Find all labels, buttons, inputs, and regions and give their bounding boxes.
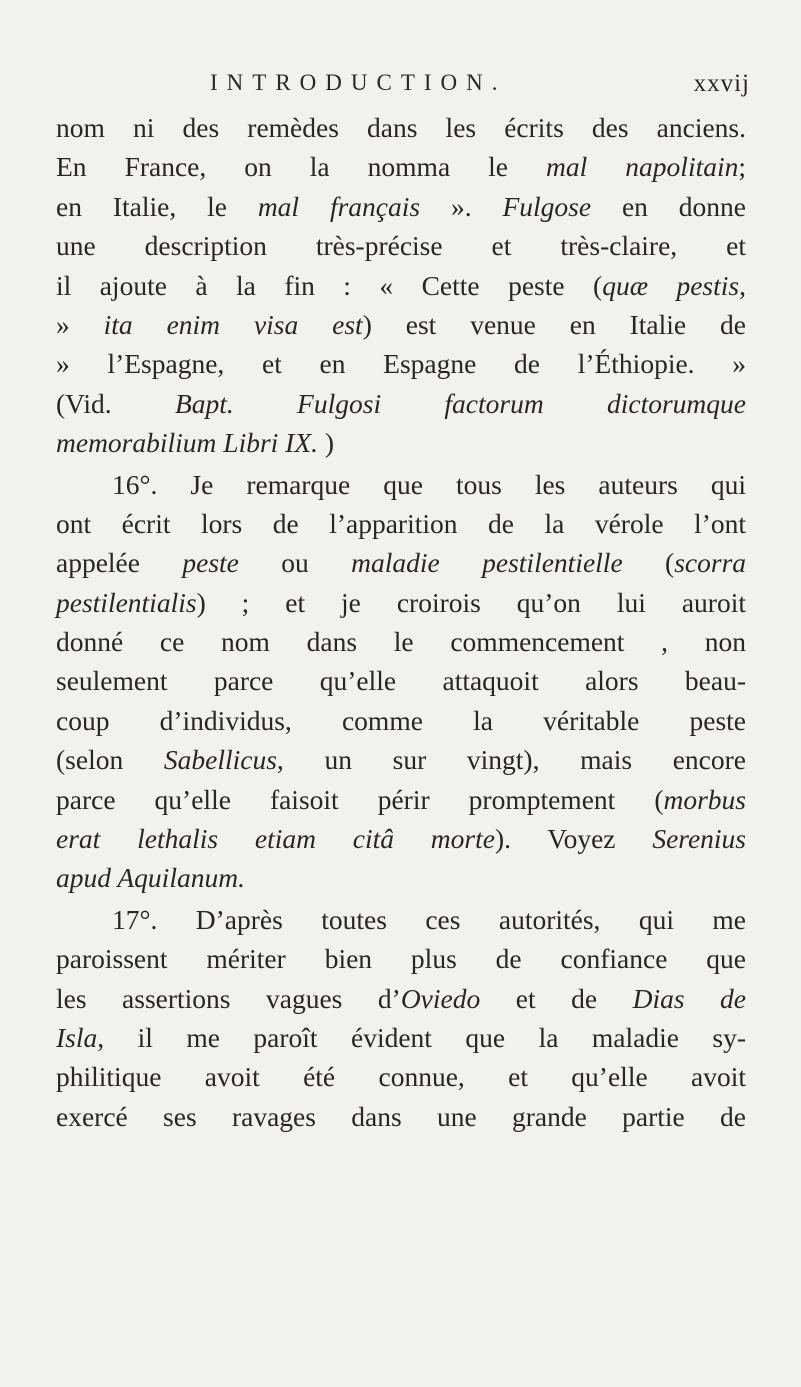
body-text (56, 108, 746, 1136)
text-line: paroissent mériter bien plus de confiance que (56, 943, 746, 975)
text-line: pestilentialis) ; et je croirois qu’on lui auroit (56, 586, 746, 618)
text-line: parce qu’elle faisoit périr promptement (morbus (56, 783, 746, 815)
text-line: » l’Espagne, et en Espagne de l’Éthiopie. » (56, 348, 746, 380)
text-line: erat lethalis etiam citâ morte). Voyez Serenius (56, 823, 746, 855)
text-line: les assertions vagues d’Oviedo et de Dias de (56, 982, 746, 1014)
text-line: apud Aquilanum. (56, 862, 245, 894)
text-line: (selon Sabellicus, un sur vingt), mais encore (56, 744, 746, 776)
text-line: exercé ses ravages dans une grande partie de (56, 1100, 746, 1132)
text-line: 17°. D’après toutes ces autorités, qui me (112, 903, 746, 935)
text-line: coup d’individus, comme la véritable peste (56, 704, 746, 736)
text-line: memorabilium Libri IX. ) (56, 427, 335, 459)
text-line: 16°. Je remarque que tous les auteurs qui (112, 468, 746, 500)
text-line: seulement parce qu’elle attaquoit alors beau- (56, 665, 746, 697)
text-line: philitique avoit été connue, et qu’elle avoit (56, 1061, 746, 1093)
text-line: donné ce nom dans le commencement , non (56, 626, 746, 658)
text-line: il ajoute à la fin : « Cette peste (quæ pestis, (56, 269, 746, 301)
text-line: nom ni des remèdes dans les écrits des anciens. (56, 112, 746, 143)
text-line: Isla, il me paroît évident que la maladie sy- (56, 1021, 746, 1053)
text-line: En France, on la nomma le mal napolitain; (56, 151, 747, 183)
text-line: (Vid. Bapt. Fulgosi factorum dictorumque (56, 387, 746, 419)
text-line: ont écrit lors de l’apparition de la vérole l’ont (56, 507, 746, 539)
running-head (210, 70, 750, 110)
text-line: une description très-précise et très-claire, et (56, 230, 746, 262)
text-line: en Italie, le mal français ». Fulgose en donne (56, 190, 747, 222)
page-number: xxvij (693, 70, 750, 97)
text-line: » ita enim visa est) est venue en Italie de (56, 308, 746, 340)
text-line: appelée peste ou maladie pestilentielle (scorra (56, 547, 747, 579)
running-title: INTRODUCTION. (210, 70, 507, 95)
